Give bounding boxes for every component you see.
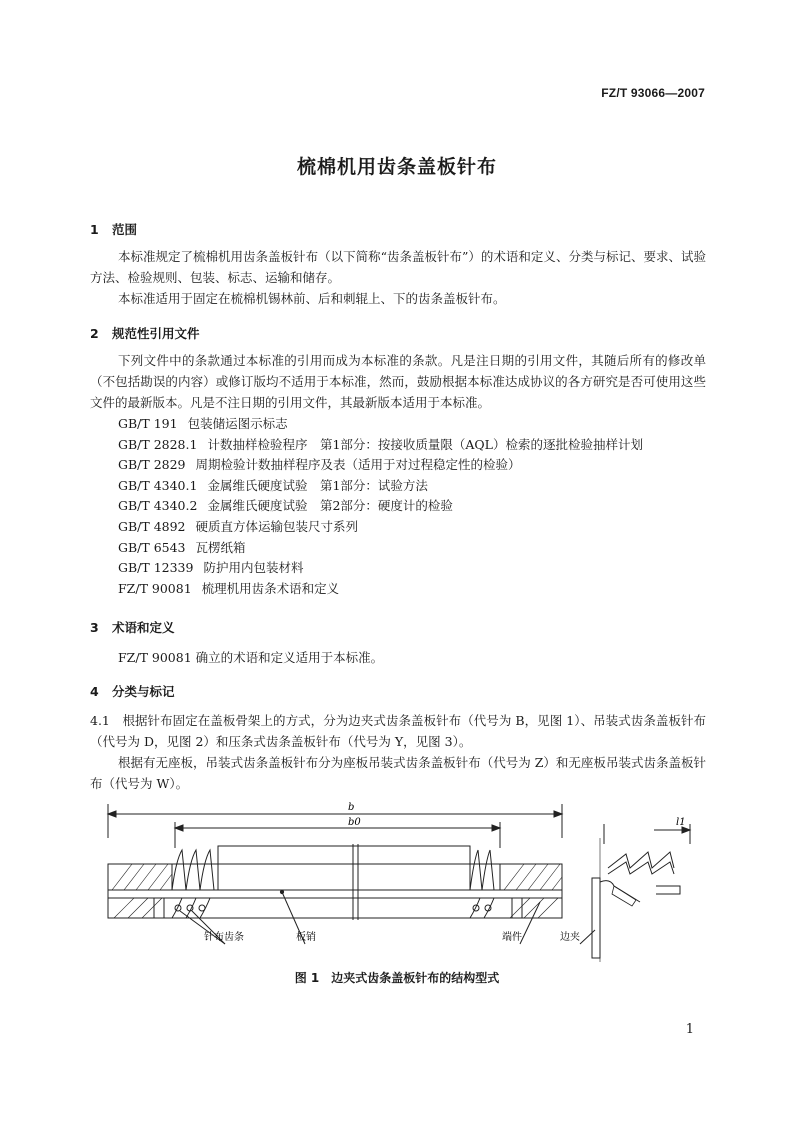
document-title: 梳棉机用齿条盖板针布 bbox=[296, 156, 497, 178]
label-b: b bbox=[348, 802, 355, 813]
detail-base bbox=[656, 886, 680, 894]
leader-side-clip bbox=[580, 930, 595, 944]
reference-title: 金属维氏硬度试验 第1部分：试验方法 bbox=[207, 477, 428, 493]
right-card-teeth bbox=[470, 850, 494, 890]
section-4-heading bbox=[90, 682, 175, 700]
reference-code: GB/T 4340.2 bbox=[118, 498, 198, 514]
left-card-teeth bbox=[172, 850, 214, 890]
section-3-heading bbox=[90, 618, 175, 636]
section-2-heading bbox=[90, 324, 200, 342]
clause-4-1-paragraph-2: 根据有无座板，吊装式齿条盖板针布分为座板吊装式齿条盖板针布（代号为 Z）和无座板吊装式齿条盖板针布（代号为 W）。 bbox=[90, 755, 706, 791]
reference-item bbox=[118, 558, 643, 579]
reference-item bbox=[118, 435, 643, 456]
reference-code: GB/T 12339 bbox=[118, 560, 194, 576]
reference-title: 计数抽样检验程序 第1部分：按接收质量限（AQL）检索的逐批检验抽样计划 bbox=[207, 436, 643, 452]
section-title: 范围 bbox=[112, 222, 138, 237]
reference-code: GB/T 6543 bbox=[118, 539, 186, 555]
rivet-circle bbox=[199, 905, 205, 911]
section-title: 规范性引用文件 bbox=[112, 326, 200, 341]
side-clip-body bbox=[592, 878, 600, 958]
reference-title: 瓦楞纸箱 bbox=[195, 539, 246, 555]
reference-item bbox=[118, 538, 643, 559]
left-hatch bbox=[112, 864, 172, 890]
label-b0: b0 bbox=[348, 817, 361, 828]
section-number: 2 bbox=[90, 326, 99, 341]
raised-top-section bbox=[218, 846, 470, 890]
standard-code: FZ/T 93066—2007 bbox=[601, 86, 705, 100]
reference-code: GB/T 4340.1 bbox=[118, 477, 198, 493]
reference-item bbox=[118, 496, 643, 517]
section-number: 3 bbox=[90, 620, 99, 635]
label-pin: 板销 bbox=[296, 932, 316, 943]
label-side-clip: 边夹 bbox=[560, 932, 580, 943]
reference-title: 梳理机用齿条术语和定义 bbox=[201, 580, 340, 596]
reference-list bbox=[118, 414, 643, 599]
label-l1: l1 bbox=[676, 817, 686, 828]
leader-end-piece bbox=[520, 902, 540, 944]
page-number: 1 bbox=[685, 1022, 694, 1037]
reference-item bbox=[118, 517, 643, 538]
label-end-piece: 端件 bbox=[502, 932, 522, 943]
figure-1-drawing bbox=[100, 798, 700, 963]
section-2-paragraph-1: 下列文件中的条款通过本标准的引用而成为本标准的条款。凡是注日期的引用文件，其随后所有的修改单（不包括勘误的内容）或修订版均不适用于本标准，然而，鼓励根据本标准达成协议的各方研究是否可使用这些文件的最新版本。凡是不注日期的引用文件，其最新版本适用于本标准。 bbox=[90, 353, 706, 410]
section-1-paragraph-2: 本标准适用于固定在梳棉机锡林前、后和刺辊上、下的齿条盖板针布。 bbox=[118, 291, 506, 306]
clip-tab bbox=[612, 886, 636, 906]
reference-code: GB/T 191 bbox=[118, 416, 178, 431]
section-number: 1 bbox=[90, 222, 99, 237]
left-hatch bbox=[114, 898, 162, 918]
right-teeth-base bbox=[470, 898, 494, 918]
reference-code: GB/T 2828.1 bbox=[118, 436, 198, 452]
reference-code: GB/T 4892 bbox=[118, 518, 186, 534]
reference-item bbox=[118, 455, 643, 476]
reference-title: 硬质直方体运输包装尺寸系列 bbox=[195, 518, 359, 534]
pin-block bbox=[512, 898, 522, 918]
reference-item bbox=[118, 579, 643, 600]
reference-title: 包装储运图示标志 bbox=[187, 416, 288, 431]
section-title: 分类与标记 bbox=[112, 684, 175, 699]
section-3-paragraph-1: FZ/T 90081 确立的术语和定义适用于本标准。 bbox=[118, 650, 384, 665]
figure-caption: 图 1 边夹式齿条盖板针布的结构型式 bbox=[294, 971, 500, 985]
reference-title: 防护用内包装材料 bbox=[203, 560, 304, 576]
reference-item bbox=[118, 476, 643, 497]
section-1-paragraph-1: 本标准规定了梳棉机用齿条盖板针布（以下简称“齿条盖板针布”）的术语和定义、分类与标记、要求、试验方法、检验规则、包装、标志、运输和储存。 bbox=[90, 249, 706, 285]
leader-dot bbox=[280, 890, 283, 893]
left-end-block bbox=[108, 864, 172, 890]
section-1-heading bbox=[90, 220, 137, 238]
right-hatch bbox=[504, 864, 562, 890]
left-teeth-base bbox=[172, 898, 210, 918]
label-teeth: 针布齿条 bbox=[204, 932, 244, 943]
reference-code: FZ/T 90081 bbox=[118, 580, 192, 596]
detail-teeth-inner bbox=[608, 862, 674, 874]
section-title: 术语和定义 bbox=[112, 620, 175, 635]
reference-title: 周期检验计数抽样程序及表（适用于对过程稳定性的检验） bbox=[195, 457, 521, 473]
section-number: 4 bbox=[90, 684, 99, 699]
reference-title: 金属维氏硬度试验 第2部分：硬度计的检验 bbox=[207, 498, 453, 514]
reference-code: GB/T 2829 bbox=[118, 457, 186, 473]
clause-4-1: 4.1 根据针布固定在盖板骨架上的方式，分为边夹式齿条盖板针布（代号为 B，见图 1）、吊装式齿条盖板针布（代号为 D，见图 2）和压条式齿条盖板针布（代号为 Y，见图 3）。 bbox=[90, 713, 706, 749]
reference-item bbox=[118, 414, 643, 435]
